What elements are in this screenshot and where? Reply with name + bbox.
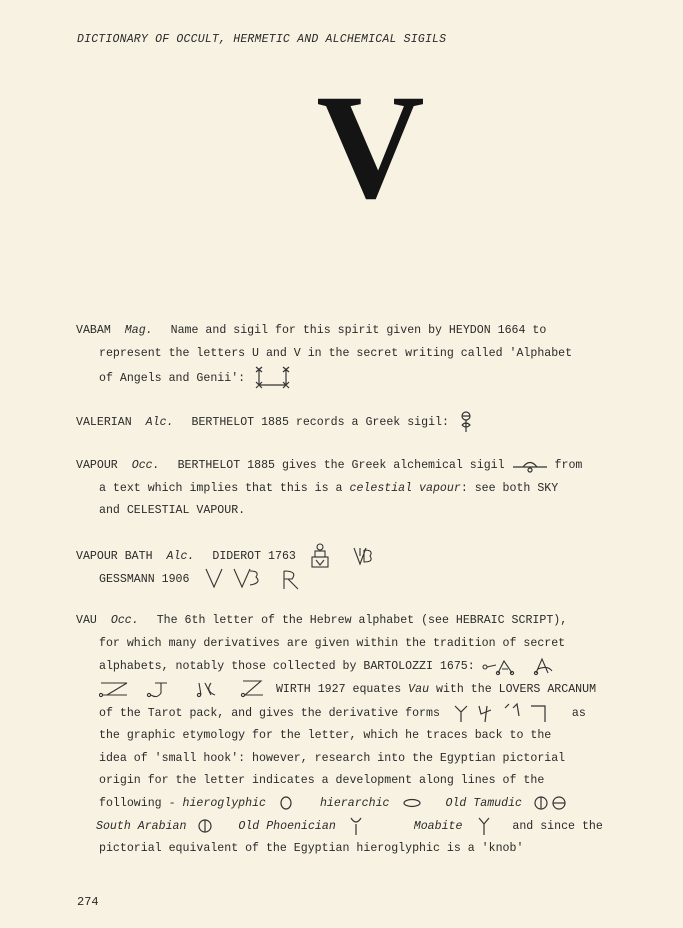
entry-text: represent the letters U and V in the secret writing called 'Alphabet (99, 346, 573, 360)
entry-text-italic: celestial vapour (349, 481, 461, 495)
entry-line (76, 343, 646, 366)
entry-line (76, 725, 646, 748)
valerian-sigil-icon (456, 410, 476, 434)
entry-text: BERTHELOT 1885 gives the Greek alchemical sigil (177, 459, 505, 472)
entry-text: following - (99, 796, 176, 810)
entry-line (76, 816, 646, 839)
section-letter: V (316, 64, 425, 230)
entry-line (76, 679, 646, 702)
entry-text: and CELESTIAL VAPOUR. (99, 504, 246, 518)
entry-line (76, 838, 646, 861)
bartolozzi-sigil-icon (482, 655, 562, 677)
category-abbr: Alc. (145, 416, 174, 430)
category-abbr: Mag. (124, 324, 153, 337)
entry-text: WIRTH 1927 equates (275, 682, 402, 696)
entry-text: of the Tarot pack, and gives the derivative forms (99, 706, 440, 720)
entry-line (76, 455, 646, 478)
moabite-sign-icon (477, 816, 491, 836)
headword: VAU (76, 614, 97, 627)
entry-vapour (76, 455, 646, 523)
entry-line (76, 748, 646, 771)
entry-vau (76, 610, 646, 861)
entry-text: The 6th letter of the Hebrew alphabet (see HEBRAIC SCRIPT), (156, 614, 568, 627)
entry-line (76, 567, 646, 593)
vapour-bath-sigil-icon (352, 544, 378, 568)
source-ref: GESSMANN 1906 (99, 573, 190, 587)
entry-text: with the LOVERS ARCANUM (436, 682, 597, 696)
entry-line (76, 655, 646, 679)
hieroglyphic-knob-icon (279, 796, 293, 810)
source-ref: DIDEROT 1763 (212, 550, 296, 564)
entry-text: as (571, 706, 586, 720)
gessmann-sigil-icon (204, 567, 304, 591)
entry-line (76, 365, 646, 391)
headword: VAPOUR (76, 459, 118, 472)
headword: VAPOUR BATH (76, 550, 153, 564)
entry-line (76, 702, 646, 726)
entry-line (76, 478, 646, 501)
running-head: DICTIONARY OF OCCULT, HERMETIC AND ALCHEMICAL SIGILS (77, 33, 447, 46)
entry-text: BERTHELOT 1885 records a Greek sigil: (191, 416, 449, 430)
entry-line (76, 320, 646, 343)
page-number: 274 (77, 895, 99, 909)
script-label: Old Phoenician (238, 819, 336, 833)
entry-text: from (554, 459, 583, 472)
entry-text: Name and sigil for this spirit given by HEYDON 1664 to (170, 324, 547, 337)
category-abbr: Alc. (166, 550, 195, 564)
entry-line (76, 633, 646, 656)
entry-text: : see both SKY (460, 481, 559, 495)
old-tamudic-sign-icon (533, 795, 567, 811)
script-label: hieroglyphic (182, 796, 266, 810)
entry-line (76, 770, 646, 793)
script-label: hierarchic (319, 796, 390, 810)
entry-text-italic: Vau (408, 682, 430, 696)
category-abbr: Occ. (131, 459, 160, 472)
hierarchic-sign-icon (402, 797, 422, 809)
headword: VALERIAN (76, 416, 132, 430)
entry-text: origin for the letter indicates a development along lines of the (99, 774, 545, 788)
entry-text: a text which implies that this is a (99, 481, 343, 495)
entry-vabam (76, 320, 646, 391)
entry-text: and since the (512, 819, 603, 833)
vapour-bath-sigil-icon (309, 543, 331, 569)
headword: VABAM (76, 324, 111, 337)
category-abbr: Occ. (110, 614, 139, 627)
entry-text: the graphic etymology for the letter, which he traces back to the (99, 729, 552, 743)
south-arabian-sign-icon (197, 818, 213, 834)
entry-text: idea of 'small hook': however, research into the Egyptian pictorial (99, 751, 566, 765)
script-label: Old Tamudic (445, 796, 522, 810)
bartolozzi-sigil-icon (99, 679, 269, 699)
entry-line (76, 610, 646, 633)
old-phoenician-sign-icon (349, 816, 363, 836)
vabam-sigil-icon (252, 365, 294, 391)
entry-text: alphabets, notably those collected by BARTOLOZZI 1675: (99, 660, 475, 674)
script-label: Moabite (413, 819, 463, 833)
wirth-derivative-forms-icon (453, 702, 549, 724)
vapour-sigil-icon (512, 457, 548, 473)
entry-line (76, 793, 646, 816)
entry-line (76, 410, 646, 435)
entry-vapour-bath (76, 543, 646, 593)
script-label: South Arabian (96, 819, 187, 833)
entry-valerian (76, 410, 646, 435)
entry-line (76, 543, 646, 567)
entry-line (76, 500, 646, 523)
entry-text: for which many derivatives are given within the tradition of secret (99, 636, 566, 650)
entry-text: pictorial equivalent of the Egyptian hieroglyphic is a 'knob' (99, 842, 524, 856)
entry-text: of Angels and Genii': (99, 372, 246, 386)
